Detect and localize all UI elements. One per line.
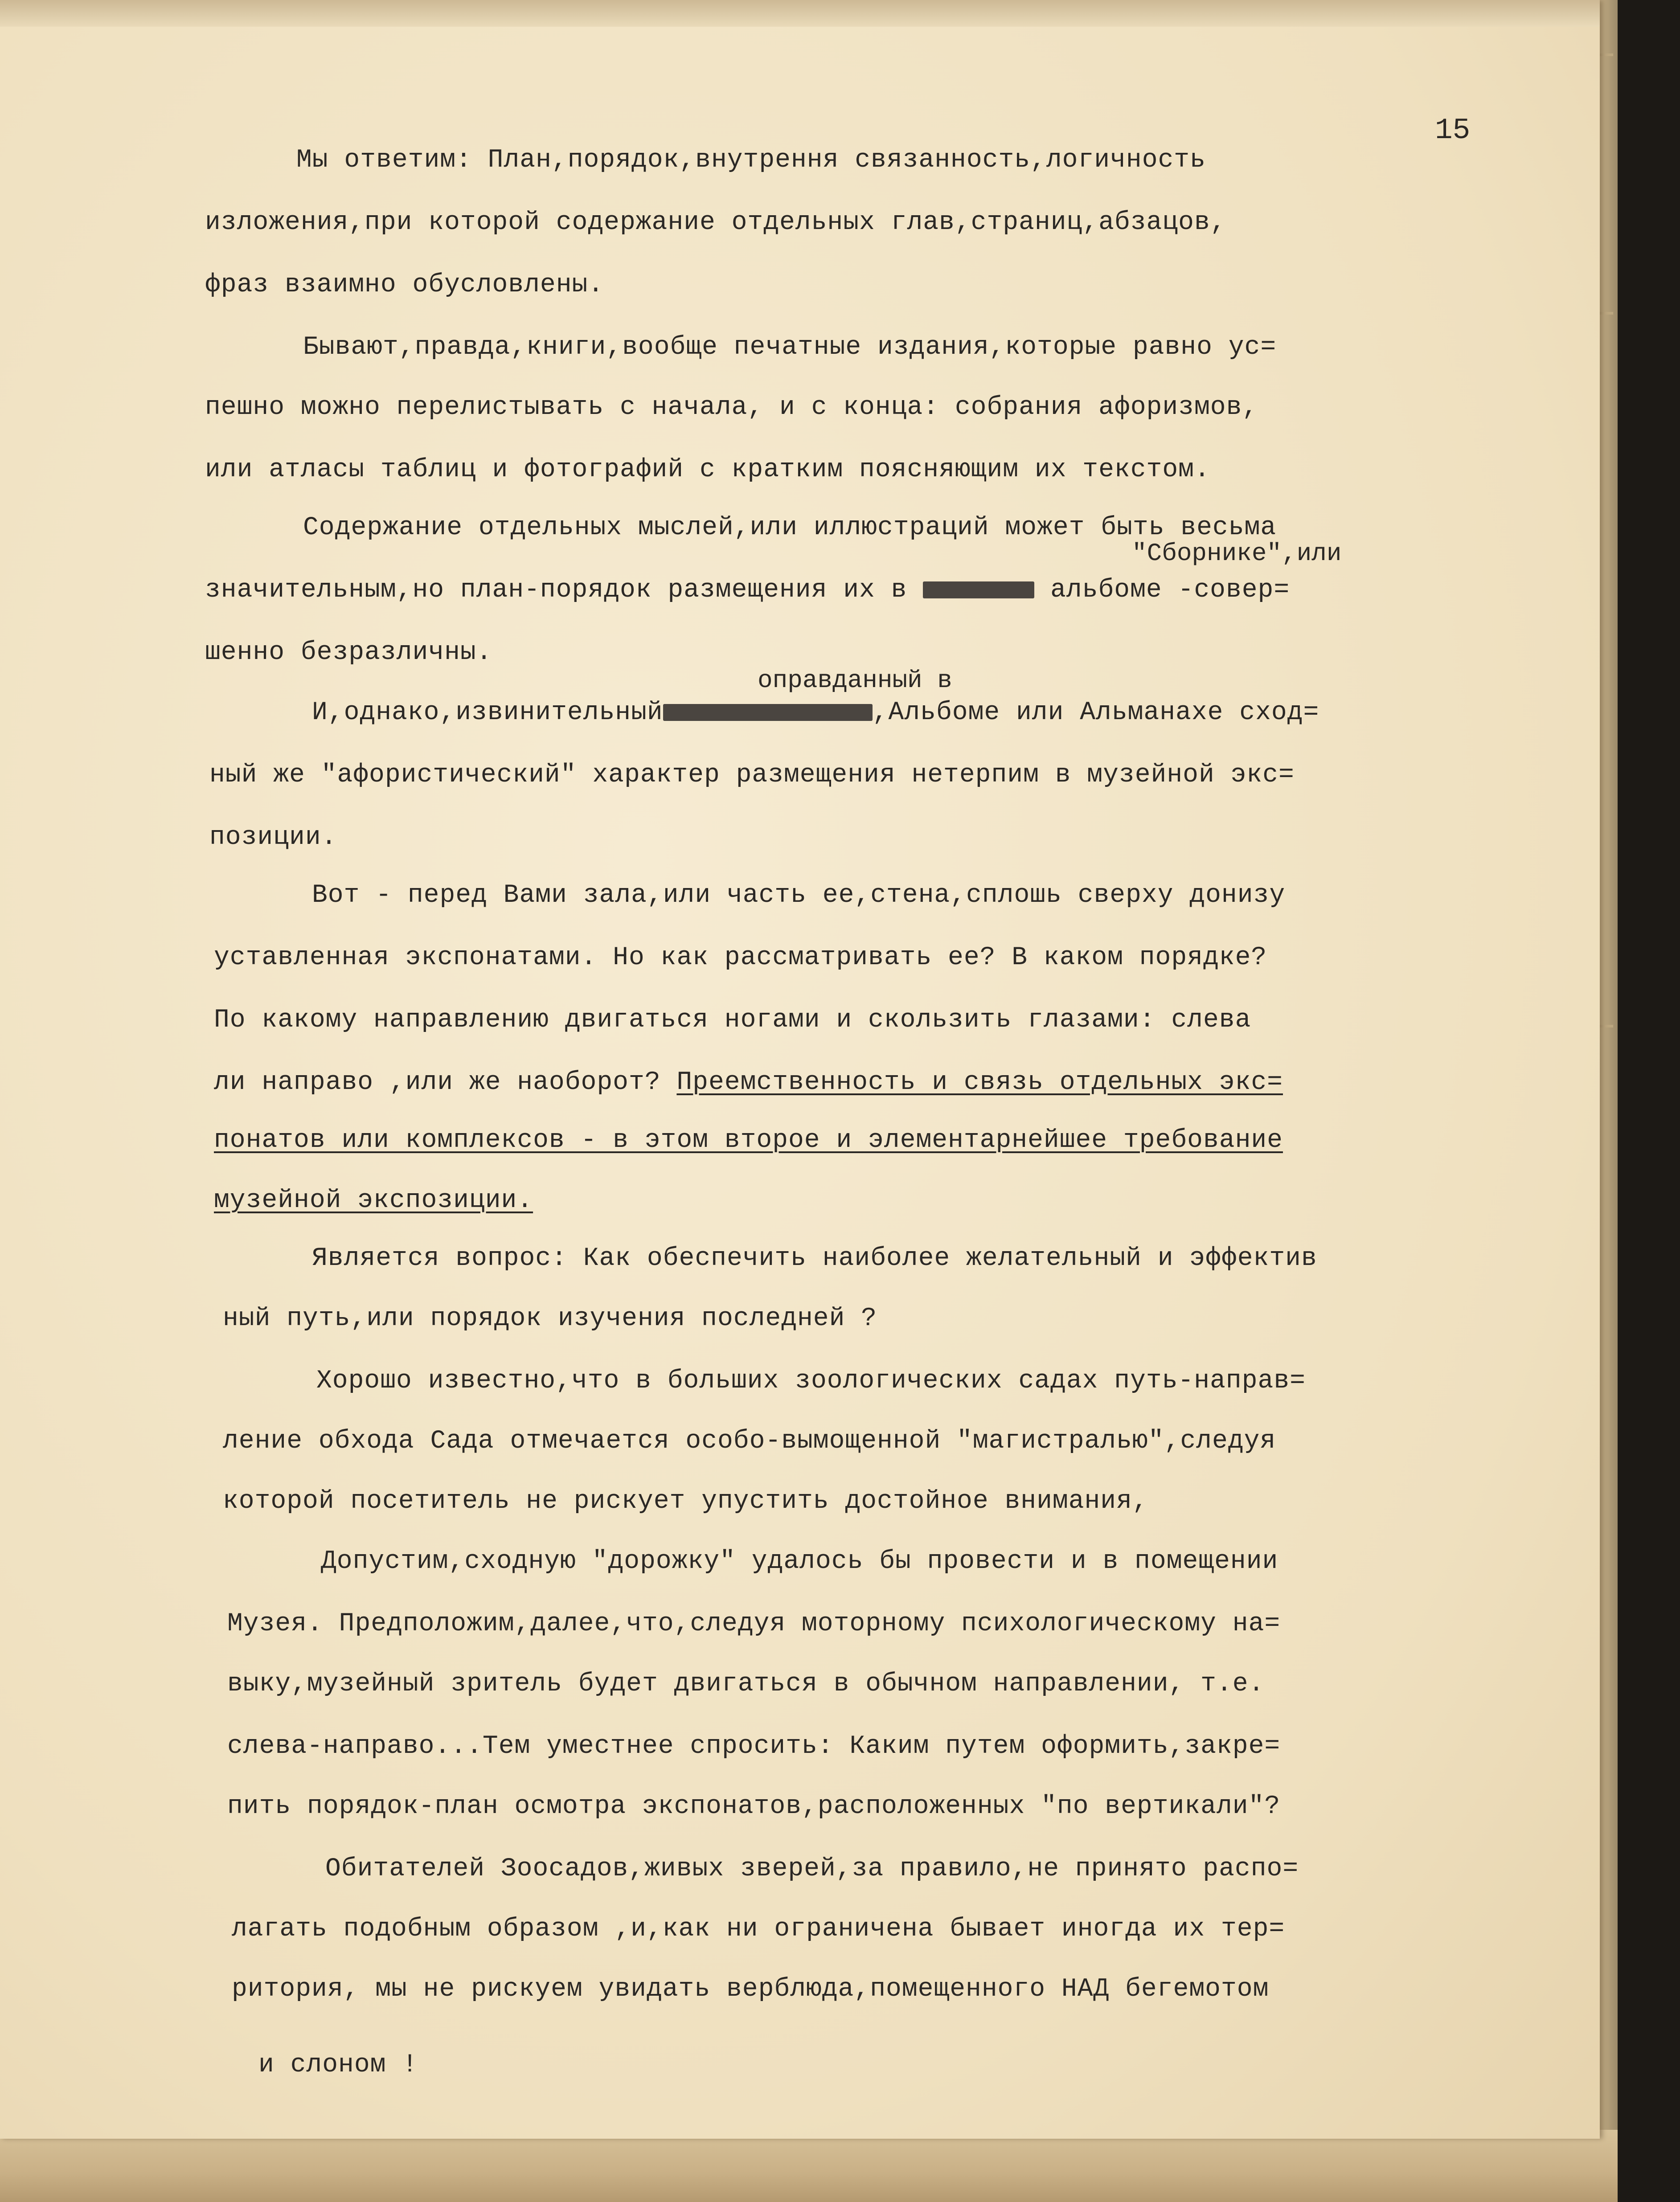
- underlined-text: понатов или комплексов - в этом второе и элементарнейшее требование: [214, 1126, 1283, 1155]
- text-line: выку,музейный зритель будет двигаться в обычном направлении, т.е.: [227, 1670, 1265, 1699]
- text-line: лагать подобным образом ,и,как ни ограничена бывает иногда их тер=: [232, 1915, 1285, 1944]
- struck-out-word: [663, 704, 873, 721]
- text-line: изложения,при которой содержание отдельных глав,страниц,абзацов,: [205, 208, 1226, 237]
- text-line: пешно можно перелистывать с начала, и с конца: собрания афоризмов,: [205, 393, 1258, 422]
- text-line: ный же "афористический" характер размещения нетерпим в музейной экс=: [209, 761, 1295, 790]
- text-line: пить порядок-план осмотра экспонатов,расположенных "по вертикали"?: [227, 1792, 1281, 1821]
- text-line: По какому направлению двигаться ногами и скользить глазами: слева: [214, 1006, 1251, 1035]
- text-line: слева-направо...Тем уместнее спросить: Каким путем оформить,закре=: [227, 1732, 1281, 1761]
- page-stack-bottom: [0, 2130, 1618, 2202]
- underlined-text: Преемственность и связь отдельных экс=: [676, 1068, 1283, 1097]
- text-line: Содержание отдельных мыслей,или иллюстраций может быть весьма: [303, 513, 1277, 542]
- page-top-edge: [0, 0, 1600, 27]
- text-line: которой посетитель не рискует упустить достойное внимания,: [223, 1487, 1148, 1516]
- struck-out-word: [923, 581, 1034, 598]
- text-line: значительным,но план-порядок размещения их в альбоме -совер=: [205, 576, 1290, 605]
- text-line: Музея. Предположим,далее,что,следуя моторному психологическому на=: [227, 1609, 1281, 1638]
- text-line: Вот - перед Вами зала,или часть ее,стена,сплошь сверху донизу: [312, 881, 1286, 910]
- text-line: и слоном !: [258, 2051, 418, 2079]
- typed-insertion: "Сборнике",или: [1132, 539, 1342, 568]
- text-line: ление обхода Сада отмечается особо-вымощенной "магистралью",следуя: [223, 1427, 1276, 1456]
- text-line: или атласы таблиц и фотографий с кратким поясняющим их текстом.: [205, 455, 1210, 484]
- text-line: ритория, мы не рискуем увидать верблюда,помещенного НАД бегемотом: [232, 1975, 1269, 2004]
- text-line: Хорошо известно,что в больших зоологических садах путь-направ=: [316, 1367, 1306, 1396]
- text-line: ли направо ,или же наоборот? Преемственность и связь отдельных экс=: [214, 1068, 1283, 1097]
- text-line: Бывают,правда,книги,вообще печатные издания,которые равно ус=: [303, 333, 1277, 362]
- underlined-text: музейной экспозиции.: [214, 1186, 533, 1215]
- text-line: позиции.: [209, 823, 337, 852]
- page-number: 15: [1435, 114, 1471, 147]
- text-line: фраз взаимно обусловлены.: [205, 270, 604, 299]
- text-line: И,однако,извинительный ,Альбоме или Альманахе сход=: [312, 698, 1319, 727]
- text-line: Является вопрос: Как обеспечить наиболее желательный и эффектив: [312, 1244, 1317, 1273]
- text-line: ный путь,или порядок изучения последней ?: [223, 1304, 877, 1333]
- text-line: уставленная экспонатами. Но как рассматривать ее? В каком порядке?: [214, 943, 1267, 972]
- typed-insertion: оправданный в: [758, 666, 952, 695]
- text-line: шенно безразличны.: [205, 638, 492, 667]
- background-right: [1618, 0, 1680, 2202]
- text-line: Допустим,сходную "дорожку" удалось бы провести и в помещении: [321, 1547, 1278, 1576]
- text-line: Мы ответим: План,порядок,внутрення связанность,логичность: [296, 146, 1206, 175]
- text-line: Обитателей Зоосадов,живых зверей,за правило,не принято распо=: [325, 1854, 1299, 1883]
